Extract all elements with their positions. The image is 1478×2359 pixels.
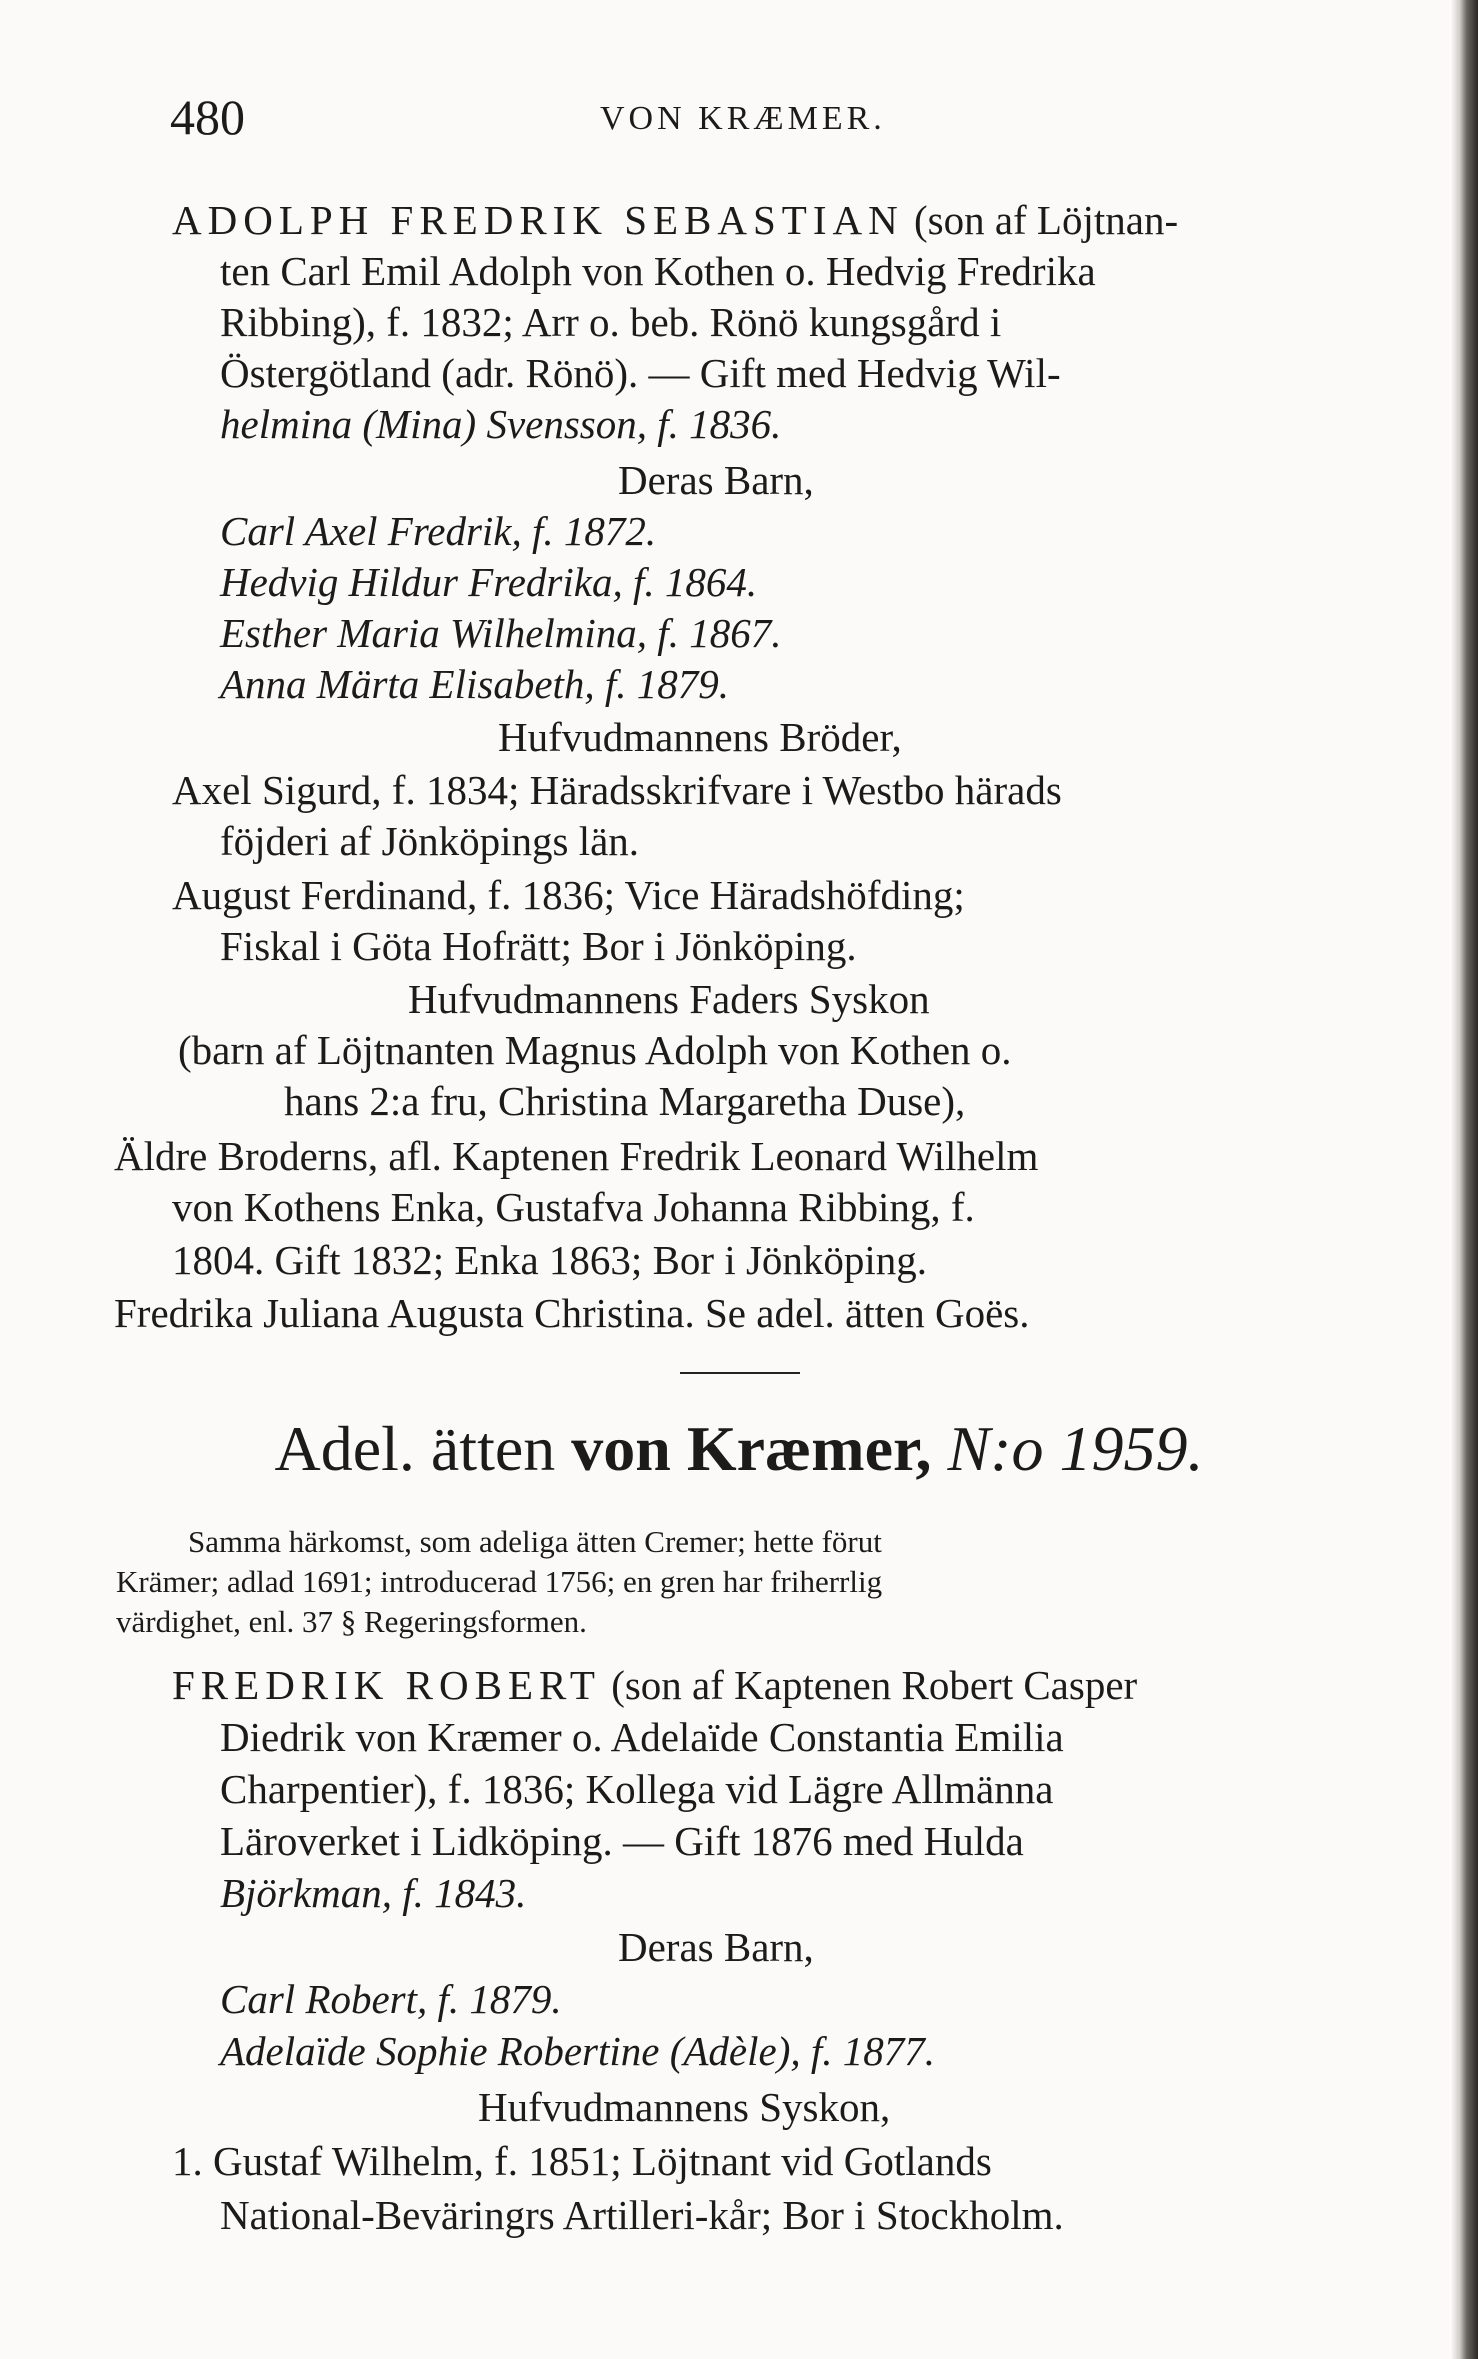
entry-line: Charpentier), f. 1836; Kollega vid Lägre Allmänna — [220, 1766, 1054, 1812]
child-line: Esther Maria Wilhelmina, f. 1867. — [220, 610, 782, 656]
father-sib-line: 1804. Gift 1832; Enka 1863; Bor i Jönköping. — [172, 1237, 928, 1283]
running-title: VON KRÆMER. — [600, 100, 886, 137]
child-line: Anna Märta Elisabeth, f. 1879. — [220, 661, 730, 707]
entry-text: (son af Löjtnan- — [913, 197, 1179, 243]
child-line: Carl Robert, f. 1879. — [220, 1976, 562, 2022]
entry-name: ADOLPH FREDRIK SEBASTIAN — [172, 197, 904, 243]
father-siblings-heading: Hufvudmannens Faders Syskon — [408, 976, 930, 1022]
brother-line: Fiskal i Göta Hofrätt; Bor i Jönköping. — [220, 923, 857, 969]
title-number: N:o 1959. — [947, 1413, 1204, 1484]
page-edge-shadow — [1450, 0, 1478, 2359]
child-line: Carl Axel Fredrik, f. 1872. — [220, 508, 657, 554]
children-heading: Deras Barn, — [618, 1924, 814, 1970]
brother-line: August Ferdinand, f. 1836; Vice Häradshöfding; — [172, 872, 965, 918]
intro-line: värdighet, enl. 37 § Regeringsformen. — [116, 1604, 587, 1639]
entry-line: helmina (Mina) Svensson, f. 1836. — [220, 401, 782, 447]
sibling-line: National-Beväringrs Artilleri-kår; Bor i Stockholm. — [220, 2192, 1064, 2238]
intro-line: Samma härkomst, som adeliga ätten Cremer; hette förut — [188, 1524, 882, 1559]
entry-name: FREDRIK ROBERT — [172, 1662, 601, 1708]
entry-line-1 — [172, 1660, 1137, 1710]
father-sib-line: Fredrika Juliana Augusta Christina. Se adel. ätten Goës. — [114, 1290, 1030, 1336]
brothers-heading: Hufvudmannens Bröder, — [498, 714, 902, 760]
child-line: Adelaïde Sophie Robertine (Adèle), f. 1877. — [220, 2028, 936, 2074]
child-line: Hedvig Hildur Fredrika, f. 1864. — [220, 559, 758, 605]
entry-line: Ribbing), f. 1832; Arr o. beb. Rönö kungsgård i — [220, 299, 1002, 345]
entry-line-1 — [172, 195, 1178, 245]
children-heading: Deras Barn, — [618, 457, 814, 503]
father-sib-line: (barn af Löjtnanten Magnus Adolph von Kothen o. — [178, 1027, 1012, 1073]
brother-line: föjderi af Jönköpings län. — [220, 818, 640, 864]
intro-line: Krämer; adlad 1691; introducerad 1756; en gren har friherrlig — [116, 1564, 883, 1599]
siblings-heading: Hufvudmannens Syskon, — [478, 2084, 891, 2130]
entry-text: (son af Kaptenen Robert Casper — [611, 1662, 1138, 1708]
page-number: 480 — [170, 89, 245, 145]
section-divider — [680, 1372, 800, 1374]
title-prefix: Adel. ätten — [274, 1413, 556, 1484]
father-sib-line: von Kothens Enka, Gustafva Johanna Ribbing, f. — [172, 1184, 975, 1230]
entry-line: Björkman, f. 1843. — [220, 1870, 527, 1916]
father-sib-line: hans 2:a fru, Christina Margaretha Duse), — [284, 1078, 966, 1124]
brother-line: Axel Sigurd, f. 1834; Häradsskrifvare i Westbo härads — [172, 767, 1062, 813]
title-family-name: von Kræmer, — [571, 1413, 932, 1484]
father-sib-line: Äldre Broderns, afl. Kaptenen Fredrik Leonard Wilhelm — [114, 1133, 1039, 1179]
entry-line: ten Carl Emil Adolph von Kothen o. Hedvig Fredrika — [220, 248, 1096, 294]
entry-line: Östergötland (adr. Rönö). — Gift med Hedvig Wil- — [220, 350, 1061, 396]
sibling-line: 1. Gustaf Wilhelm, f. 1851; Löjtnant vid Gotlands — [172, 2138, 992, 2184]
entry-line: Diedrik von Kræmer o. Adelaïde Constantia Emilia — [220, 1714, 1064, 1760]
section-title — [0, 1412, 1478, 1486]
entry-line: Läroverket i Lidköping. — Gift 1876 med Hulda — [220, 1818, 1024, 1864]
